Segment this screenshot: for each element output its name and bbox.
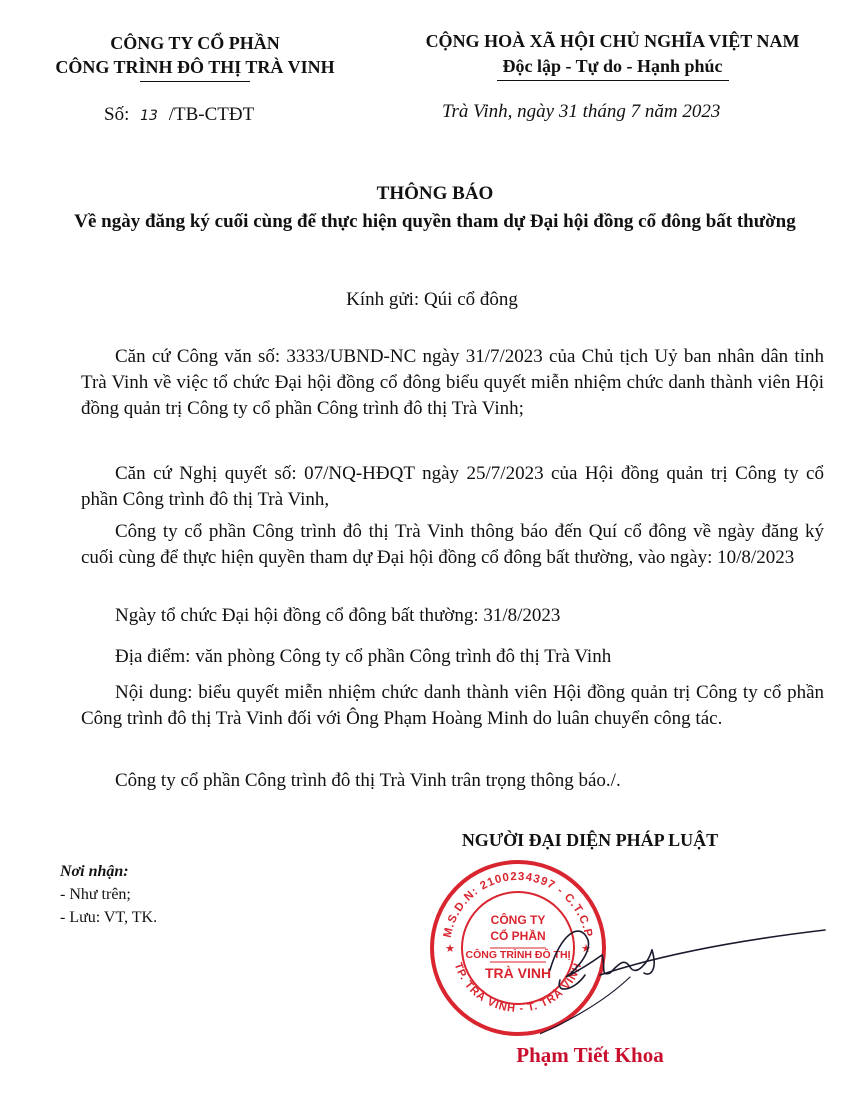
paragraph-content: [81, 680, 824, 732]
paragraph-meeting-date: [81, 603, 824, 629]
paragraph-text: Công ty cổ phần Công trình đô thị Trà Vinh thông báo đến Quí cổ đông về ngày đăng ký cuối cùng để thực hiện quyền tham dự Đại hội đồng cổ đông bất thường, vào ngày: 10/8/2023: [81, 521, 824, 568]
seal-inner-line-3: CÔNG TRÌNH ĐÔ THỊ: [465, 949, 571, 961]
signer-title: NGƯỜI ĐẠI DIỆN PHÁP LUẬT: [461, 830, 719, 850]
company-underline: [140, 81, 250, 82]
national-title: CỘNG HOÀ XÃ HỘI CHỦ NGHĨA VIỆT NAM: [425, 31, 800, 51]
notice-subject-text: Về ngày đăng ký cuối cùng để thực hiện quyền tham dự Đại hội đồng cổ đông bất thường: [74, 211, 796, 232]
paragraph-legal-basis-1: [81, 344, 824, 422]
seal-outer-text: M.S.D.N: 2100234397 - C.T.C.P: [441, 870, 595, 939]
doc-number-handwritten: 13: [140, 108, 158, 124]
recipients-block: [60, 860, 157, 929]
paragraph-text: Nội dung: biểu quyết miễn nhiệm chức danh thành viên Hội đồng quản trị Công ty cổ phần Công trình đô thị Trà Vinh đối với Ông Phạm Hoàng Minh do luân chuyển công tác.: [81, 682, 824, 729]
doc-number-prefix: Số:: [104, 104, 130, 125]
paragraph-text: Địa điểm: văn phòng Công ty cổ phần Công trình đô thị Trà Vinh: [115, 646, 612, 667]
place-date: Trà Vinh, ngày 31 tháng 7 năm 2023: [442, 101, 721, 122]
seal-inner-line-2: CỔ PHẦN: [490, 929, 546, 943]
paragraph-announcement: [81, 519, 824, 571]
paragraph-closing: [81, 768, 824, 794]
notice-heading: THÔNG BÁO: [376, 183, 494, 204]
paragraph-text: Căn cứ Nghị quyết số: 07/NQ-HĐQT ngày 25/7/2023 của Hội đồng quản trị Công ty cổ phần Công trình đô thị Trà Vinh,: [81, 463, 824, 510]
recipient-item: - Lưu: VT, TK.: [60, 909, 158, 926]
company-line-1: CÔNG TY CỔ PHẦN: [110, 33, 280, 53]
paragraph-legal-basis-2: [81, 461, 824, 513]
seal-inner-line-1: CÔNG TY: [490, 913, 546, 927]
company-header: [20, 31, 370, 82]
paragraph-venue: [81, 644, 824, 670]
recipients-heading: Nơi nhận:: [60, 863, 129, 880]
company-line-2: CÔNG TRÌNH ĐÔ THỊ TRÀ VINH: [55, 57, 335, 77]
paragraph-text: Ngày tổ chức Đại hội đồng cổ đông bất thường: 31/8/2023: [115, 605, 561, 626]
notice-subject: [40, 208, 830, 236]
recipient-item: - Như trên;: [60, 886, 131, 903]
seal-bottom-text: TP. TRÀ VINH - T. TRÀ VINH: [451, 961, 585, 1015]
notice-title-block: [40, 180, 830, 236]
greeting: Kính gửi: Qúi cổ đông: [346, 289, 518, 310]
seal-inner-line-4: TRÀ VINH: [484, 965, 552, 981]
signer-name: Phạm Tiết Khoa: [516, 1043, 664, 1067]
svg-text:★: ★: [445, 942, 455, 955]
doc-number-suffix: /TB-CTĐT: [168, 104, 255, 125]
motto-underline: [497, 80, 729, 81]
national-header: [380, 29, 845, 81]
paragraph-text: Căn cứ Công văn số: 3333/UBND-NC ngày 31/7/2023 của Chủ tịch Uỷ ban nhân dân tỉnh Trà Vinh về việc tổ chức Đại hội đồng cổ đông biểu quyết miễn nhiệm chức danh thành viên Hội đồng quản trị Công ty cổ phần Công trình đô thị Trà Vinh;: [81, 346, 824, 419]
svg-text:★: ★: [581, 942, 591, 955]
document-number: [104, 104, 254, 126]
paragraph-text: Công ty cổ phần Công trình đô thị Trà Vinh trân trọng thông báo./.: [115, 770, 621, 791]
national-motto: Độc lập - Tự do - Hạnh phúc: [502, 56, 723, 76]
